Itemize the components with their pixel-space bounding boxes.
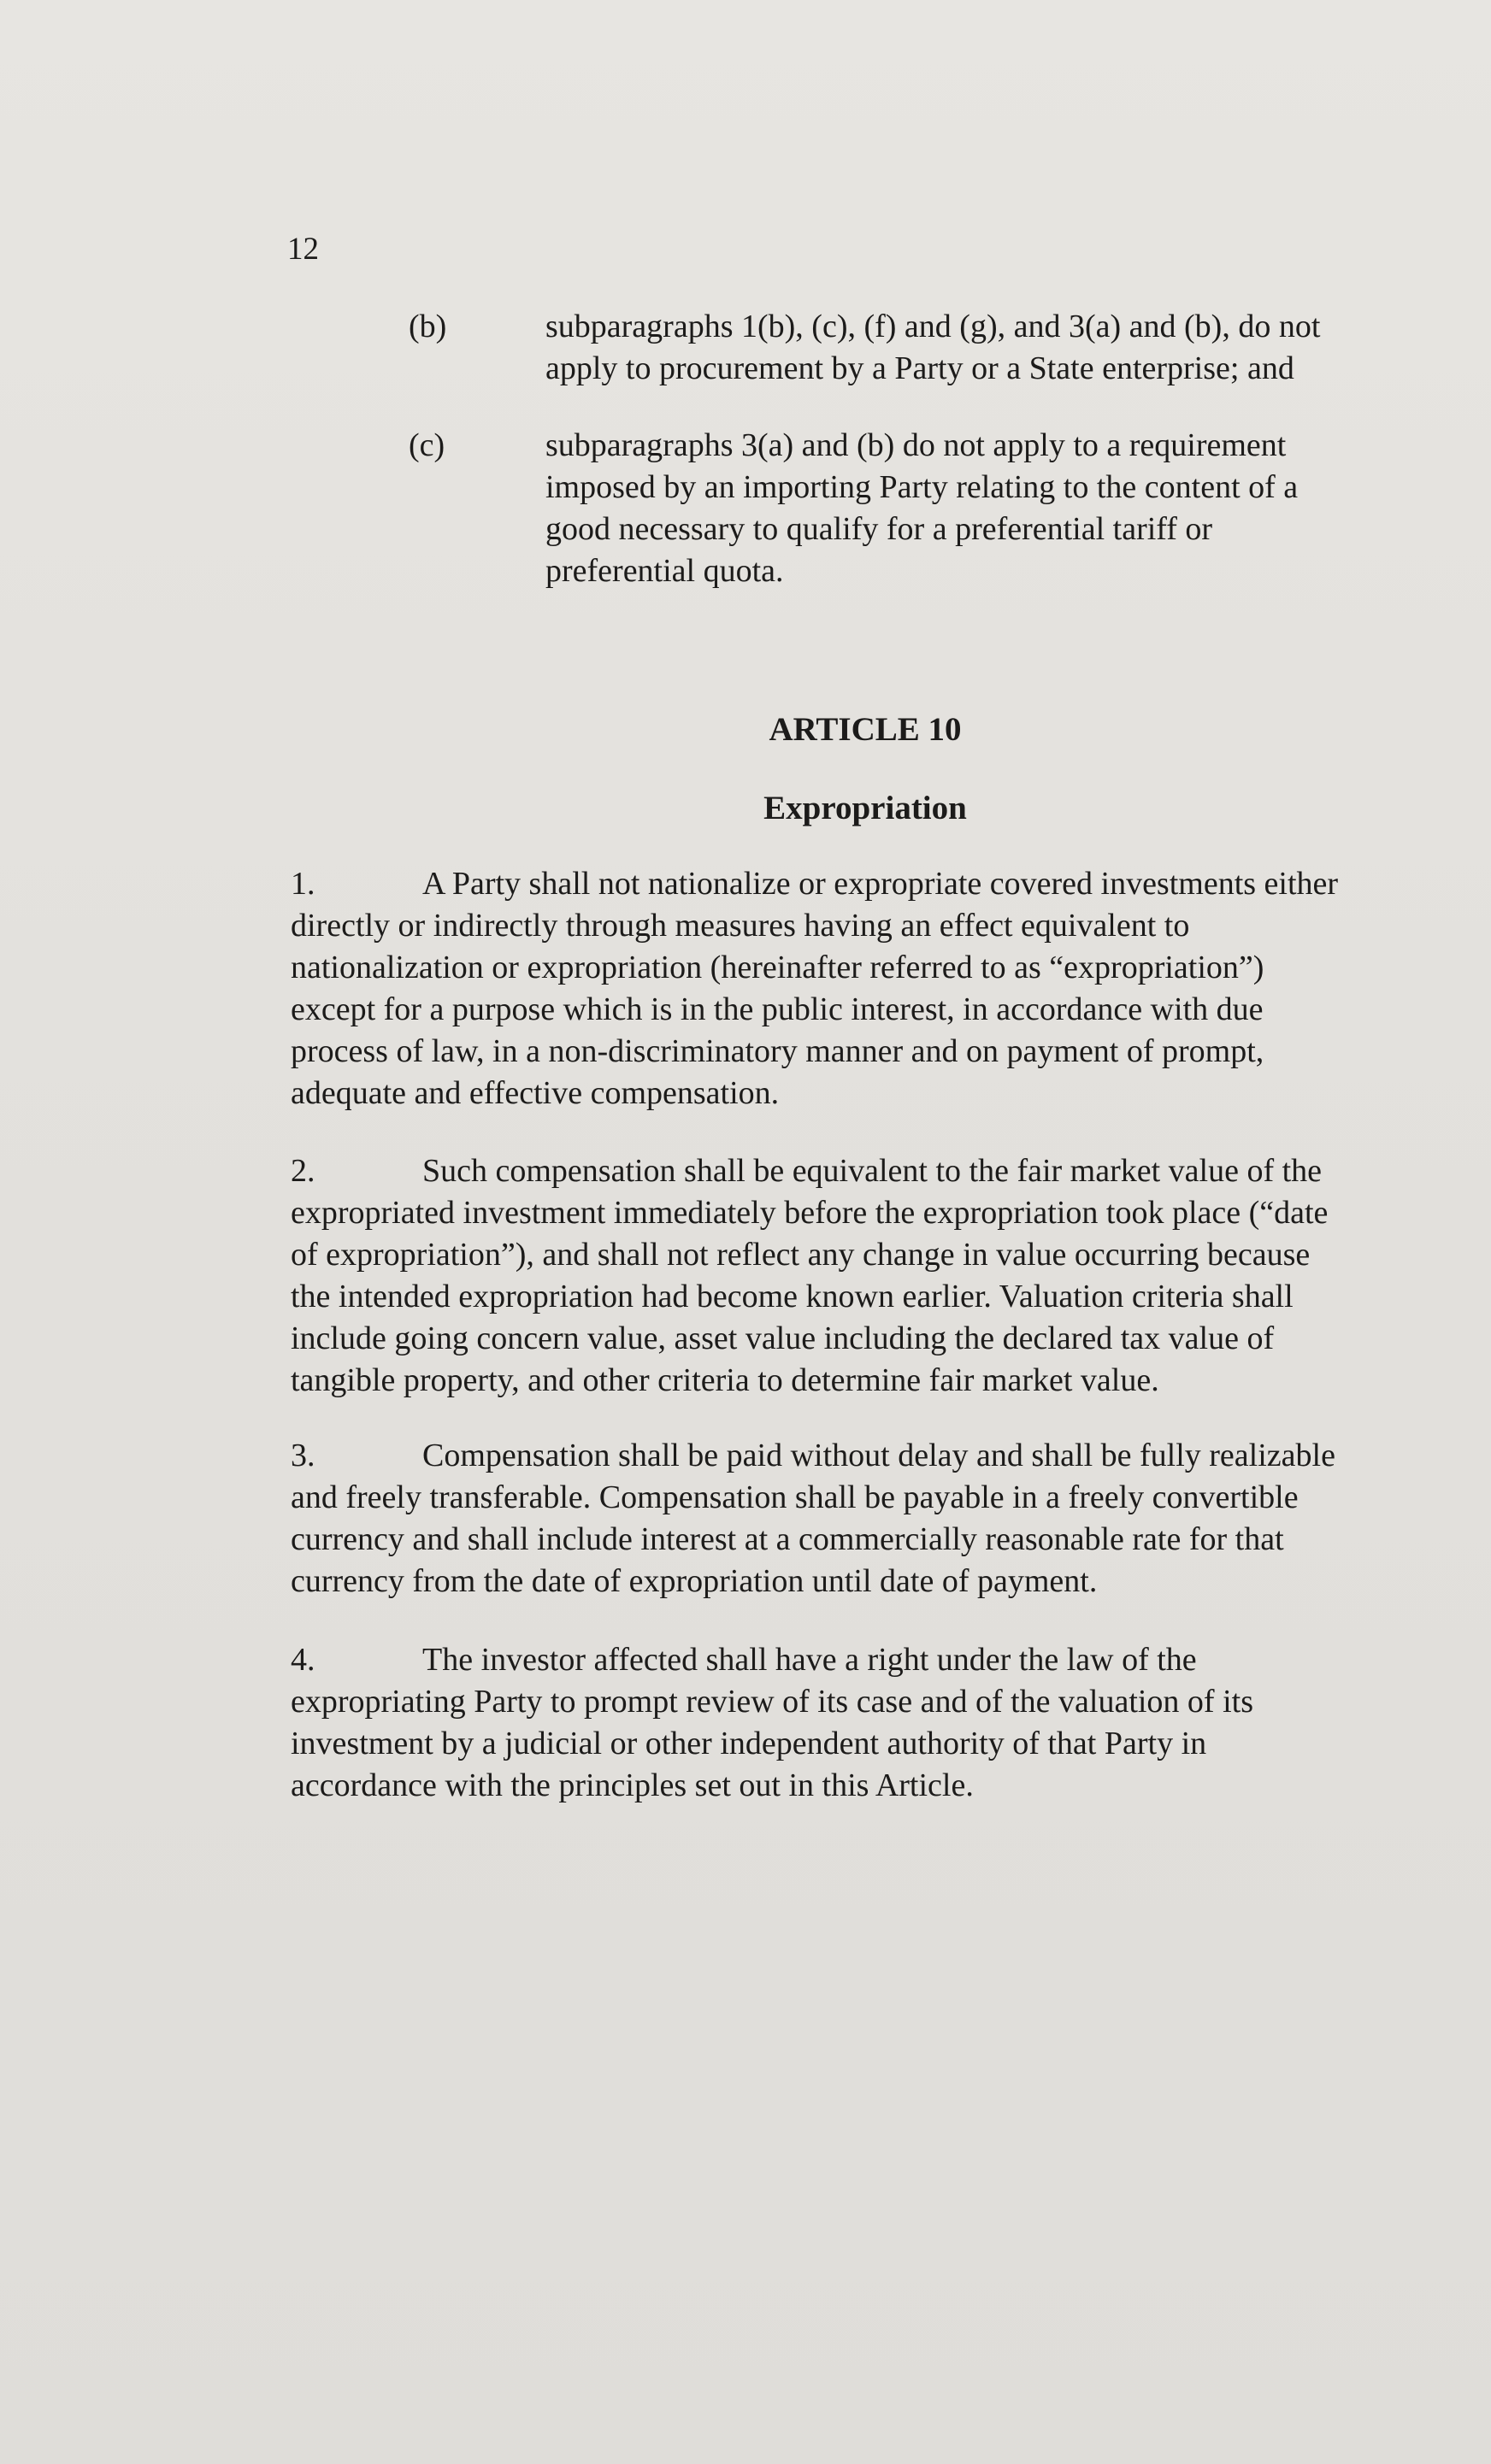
paragraph-2: [291, 1150, 1436, 1402]
text-line: accordance with the principles set out in this Article.: [291, 1767, 974, 1803]
text-line: preferential quota.: [545, 553, 784, 589]
text-line: expropriating Party to prompt review of its case and of the valuation of its: [291, 1684, 1253, 1720]
text-line: good necessary to qualify for a preferential tariff or: [545, 511, 1213, 547]
paragraph-number: 4.: [291, 1642, 315, 1678]
text-line: tangible property, and other criteria to determine fair market value.: [291, 1362, 1159, 1398]
text-line: except for a purpose which is in the public interest, in accordance with due: [291, 991, 1264, 1027]
paragraph-number: 2.: [291, 1153, 315, 1189]
paragraph-number: 3.: [291, 1438, 315, 1473]
text-line: process of law, in a non-discriminatory manner and on payment of prompt,: [291, 1033, 1264, 1069]
subparagraph-marker: (c): [409, 427, 445, 463]
subparagraph-marker: (b): [409, 309, 447, 344]
article-subheading: Expropriation: [763, 790, 967, 826]
text-line-content: A Party shall not nationalize or expropriate covered investments either: [422, 866, 1339, 902]
text-line: subparagraphs 3(a) and (b) do not apply to a requirement: [545, 427, 1287, 463]
paragraph-3: [291, 1435, 1436, 1602]
text-line: adequate and effective compensation.: [291, 1075, 780, 1111]
text-line: currency and shall include interest at a commercially reasonable rate for that: [291, 1521, 1284, 1557]
subparagraph-text: [545, 306, 1435, 390]
article-heading: ARTICLE 10: [769, 711, 962, 748]
text-line: imposed by an importing Party relating to the content of a: [545, 469, 1299, 505]
paragraph-number: 1.: [291, 866, 315, 902]
text-line: [291, 1150, 1436, 1192]
text-line: [291, 1639, 1436, 1681]
text-line: the intended expropriation had become known earlier. Valuation criteria shall: [291, 1279, 1294, 1314]
text-line: investment by a judicial or other independent authority of that Party in: [291, 1726, 1207, 1761]
text-line-content: Such compensation shall be equivalent to the fair market value of the: [422, 1153, 1323, 1189]
text-line: and freely transferable. Compensation shall be payable in a freely convertible: [291, 1479, 1299, 1515]
text-line: expropriated investment immediately before the expropriation took place (“date: [291, 1195, 1329, 1231]
text-line: directly or indirectly through measures having an effect equivalent to: [291, 908, 1190, 944]
paragraph-4: [291, 1639, 1436, 1807]
text-line: nationalization or expropriation (hereinafter referred to as “expropriation”): [291, 950, 1264, 985]
page-number: 12: [287, 232, 319, 267]
text-line-content: The investor affected shall have a right under the law of the: [422, 1642, 1197, 1678]
text-line: subparagraphs 1(b), (c), (f) and (g), and 3(a) and (b), do not: [545, 309, 1321, 344]
text-line: apply to procurement by a Party or a State enterprise; and: [545, 350, 1294, 386]
text-line: include going concern value, asset value including the declared tax value of: [291, 1320, 1275, 1356]
paragraph-1: [291, 863, 1436, 1114]
text-line-content: Compensation shall be paid without delay and shall be fully realizable: [422, 1438, 1335, 1473]
text-line: currency from the date of expropriation until date of payment.: [291, 1563, 1098, 1599]
subparagraph-text: [545, 425, 1435, 592]
text-line: [291, 1435, 1436, 1477]
text-line: [291, 863, 1436, 905]
text-line: of expropriation”), and shall not reflect any change in value occurring because: [291, 1237, 1311, 1273]
